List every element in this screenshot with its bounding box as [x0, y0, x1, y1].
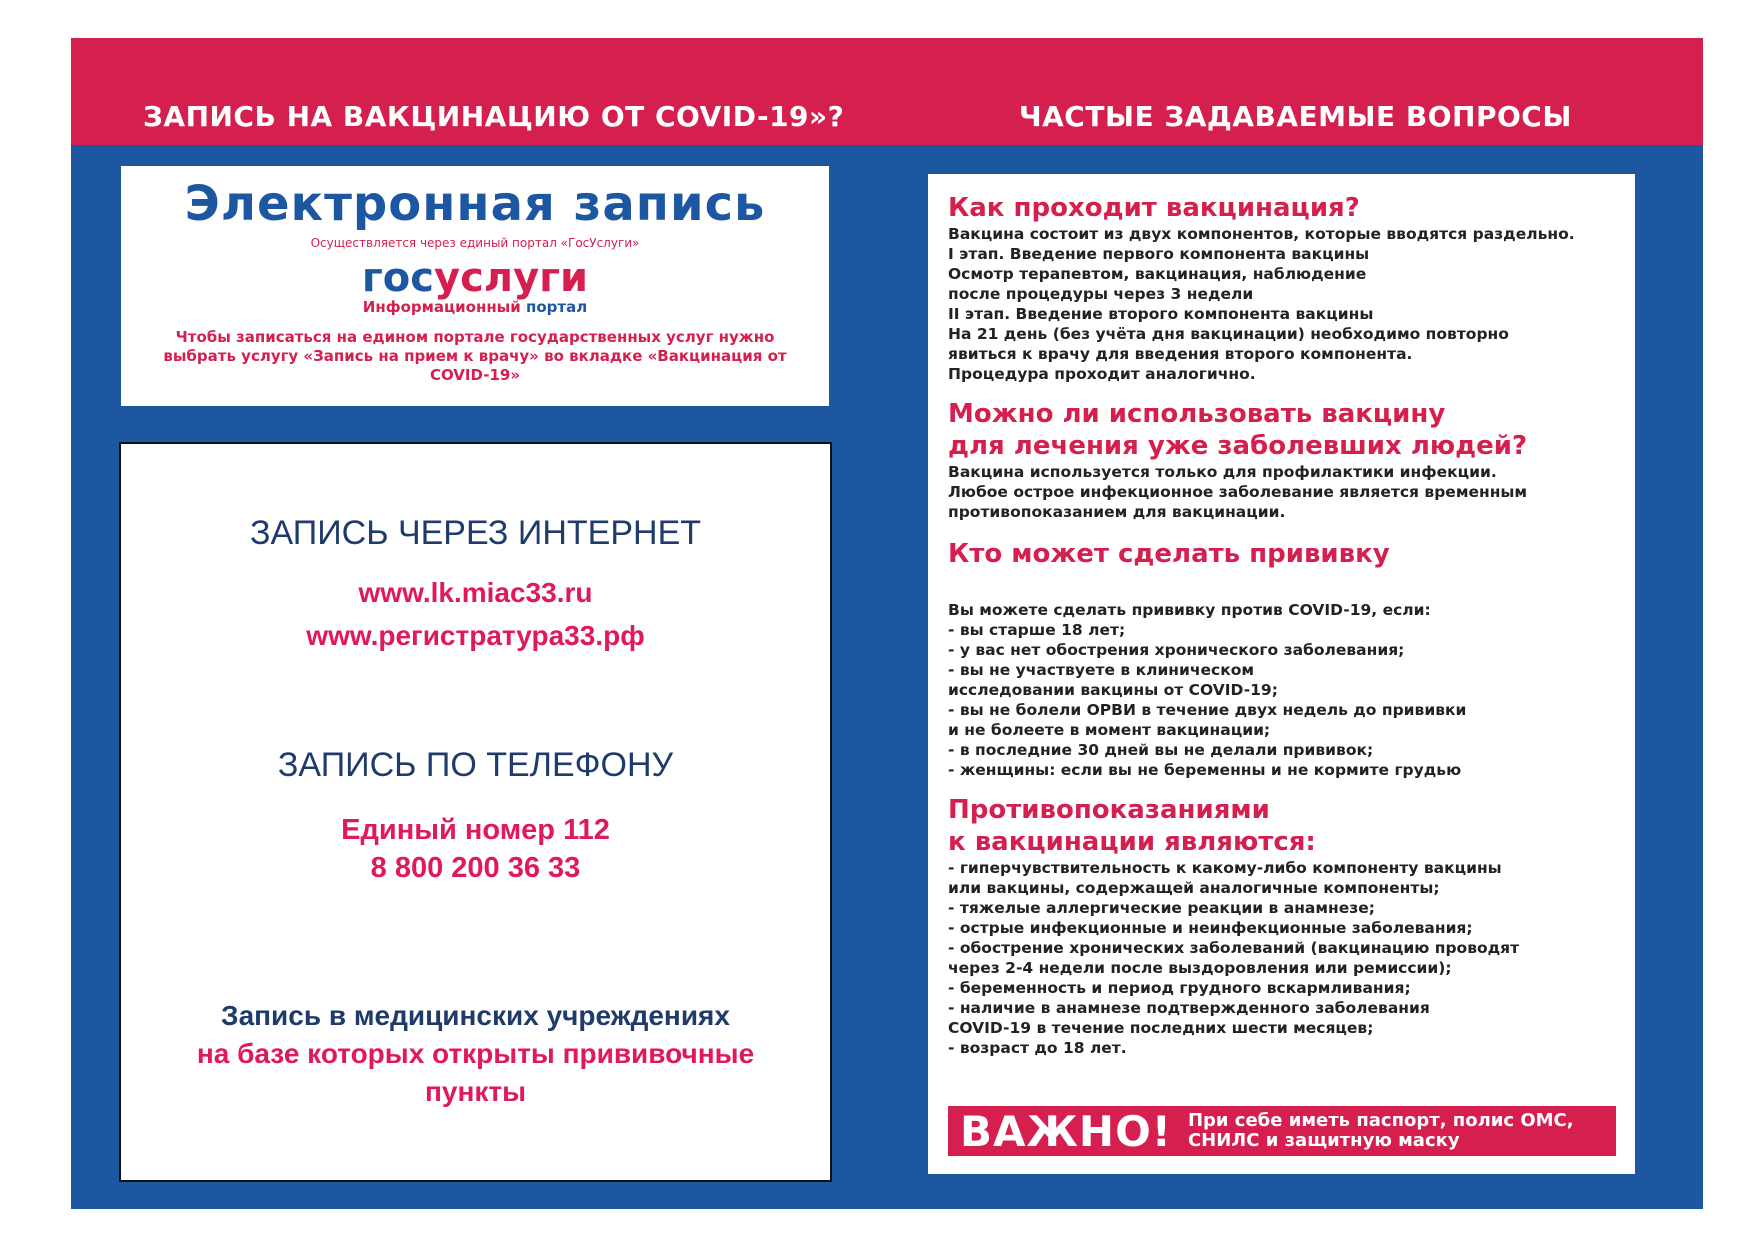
faq-question-3: Кто может сделать прививку: [948, 539, 1390, 569]
faq-answer-3: [948, 600, 1618, 780]
question-line: Можно ли использовать вакцину: [948, 399, 1446, 429]
poster: [71, 38, 1703, 1209]
right-header-title: ЧАСТЫЕ ЗАДАВАЕМЫЕ ВОПРОСЫ: [1019, 100, 1572, 133]
question-line: Противопоказаниями: [948, 795, 1270, 825]
answer-line: I этап. Введение первого компонента вакцины: [948, 245, 1370, 263]
answer-line: Вакцина используется только для профилактики инфекции.: [948, 463, 1497, 481]
site-link-2[interactable]: www.регистратура33.рф: [306, 620, 645, 651]
faq-answer-2: [948, 462, 1618, 522]
answer-line: или вакцины, содержащей аналогичные компоненты;: [948, 879, 1440, 897]
egov-note: Чтобы записаться на едином портале государственных услуг нужно выбрать услугу «Запись на прием к врачу» во вкладке «Вакцинация от COVID-19»: [163, 328, 787, 384]
phone-line-2: 8 800 200 36 33: [370, 852, 581, 884]
faq-answer-4: [948, 858, 1618, 1058]
answer-line: и не болеете в момент вакцинации;: [948, 721, 1271, 739]
answer-line: - вы не болели ОРВИ в течение двух недель до прививки: [948, 701, 1467, 719]
answer-line: - у вас нет обострения хронического заболевания;: [948, 641, 1405, 659]
internet-heading: ЗАПИСЬ ЧЕРЕЗ ИНТЕРНЕТ: [249, 514, 702, 552]
answer-line: - тяжелые аллергические реакции в анамнезе;: [948, 899, 1375, 917]
faq-question-4: [948, 794, 1618, 858]
logo-part-uslugi: услуги: [434, 255, 589, 301]
egov-subtitle: Осуществляется через единый портал «ГосУслуги»: [310, 236, 640, 250]
faq-question-1: Как проходит вакцинация?: [948, 193, 1360, 223]
important-line-2: СНИЛС и защитную маску: [1187, 1130, 1460, 1151]
header-bar: [71, 38, 1703, 145]
logo-part-gos: гос: [361, 255, 434, 301]
site-link-1[interactable]: www.lk.miac33.ru: [358, 577, 593, 608]
answer-line: явиться к врачу для введения второго компонента.: [948, 345, 1413, 363]
answer-line: - вы не участвуете в клиническом: [948, 661, 1255, 679]
important-banner: [948, 1106, 1616, 1156]
answer-line: COVID-19 в течение последних шести месяцев;: [948, 1019, 1374, 1037]
answer-line: после процедуры через 3 недели: [948, 285, 1254, 303]
answer-line: II этап. Введение второго компонента вакцины: [948, 305, 1374, 323]
answer-line: противопоказанием для вакцинации.: [948, 503, 1286, 521]
answer-line: исследовании вакцины от COVID-19;: [948, 681, 1278, 699]
answer-line: Осмотр терапевтом, вакцинация, наблюдение: [948, 265, 1367, 283]
answer-line: - беременность и период грудного вскармливания;: [948, 979, 1411, 997]
answer-line: Любое острое инфекционное заболевание является временным: [948, 483, 1528, 501]
phone-heading: ЗАПИСЬ ПО ТЕЛЕФОНУ: [277, 746, 674, 784]
egov-title: Электронная запись: [184, 176, 766, 232]
faq-answer-1: [948, 224, 1618, 384]
answer-line: - гиперчувствительность к какому-либо компоненту вакцины: [948, 859, 1502, 877]
gosuslugi-logo: [121, 256, 829, 300]
faq-question-2: [948, 398, 1618, 462]
contacts-card: [119, 442, 832, 1182]
faq-card: [928, 174, 1635, 1174]
logo-caption-info: Информационный: [362, 298, 526, 316]
question-line: к вакцинации являются:: [948, 827, 1316, 857]
faq-content: [948, 192, 1618, 1058]
egov-card: [121, 166, 829, 406]
important-word: ВАЖНО!: [960, 1106, 1172, 1156]
answer-line: - возраст до 18 лет.: [948, 1039, 1127, 1057]
answer-line: - в последние 30 дней вы не делали прививок;: [948, 741, 1374, 759]
important-text: [1188, 1111, 1574, 1151]
med-line-2: на базе которых открыты прививочные: [196, 1038, 755, 1069]
answer-line: - острые инфекционные и неинфекционные заболевания;: [948, 919, 1473, 937]
med-line-3: пункты: [424, 1076, 527, 1107]
important-line-1: При себе иметь паспорт, полис ОМС,: [1187, 1110, 1574, 1131]
logo-caption: [121, 298, 829, 316]
answer-line: На 21 день (без учёта дня вакцинации) необходимо повторно: [948, 325, 1509, 343]
answer-line: Процедура проходит аналогично.: [948, 365, 1256, 383]
logo-caption-portal: портал: [525, 298, 588, 316]
answer-line: Вакцина состоит из двух компонентов, которые вводятся раздельно.: [948, 225, 1575, 243]
question-line: для лечения уже заболевших людей?: [948, 431, 1528, 461]
left-header-title: ЗАПИСЬ НА ВАКЦИНАЦИЮ ОТ COVID-19»?: [143, 100, 845, 133]
answer-line: - вы старше 18 лет;: [948, 621, 1126, 639]
med-line-1: Запись в медицинских учреждениях: [221, 1000, 730, 1031]
answer-line: через 2-4 недели после выздоровления или ремиссии);: [948, 959, 1452, 977]
answer-line: - наличие в анамнезе подтвержденного заболевания: [948, 999, 1430, 1017]
phone-line-1: Единый номер 112: [341, 814, 610, 846]
answer-line: - женщины: если вы не беременны и не кормите грудью: [948, 761, 1462, 779]
answer-line: Вы можете сделать прививку против COVID-19, если:: [948, 601, 1431, 619]
answer-line: - обострение хронических заболеваний (вакцинацию проводят: [948, 939, 1520, 957]
